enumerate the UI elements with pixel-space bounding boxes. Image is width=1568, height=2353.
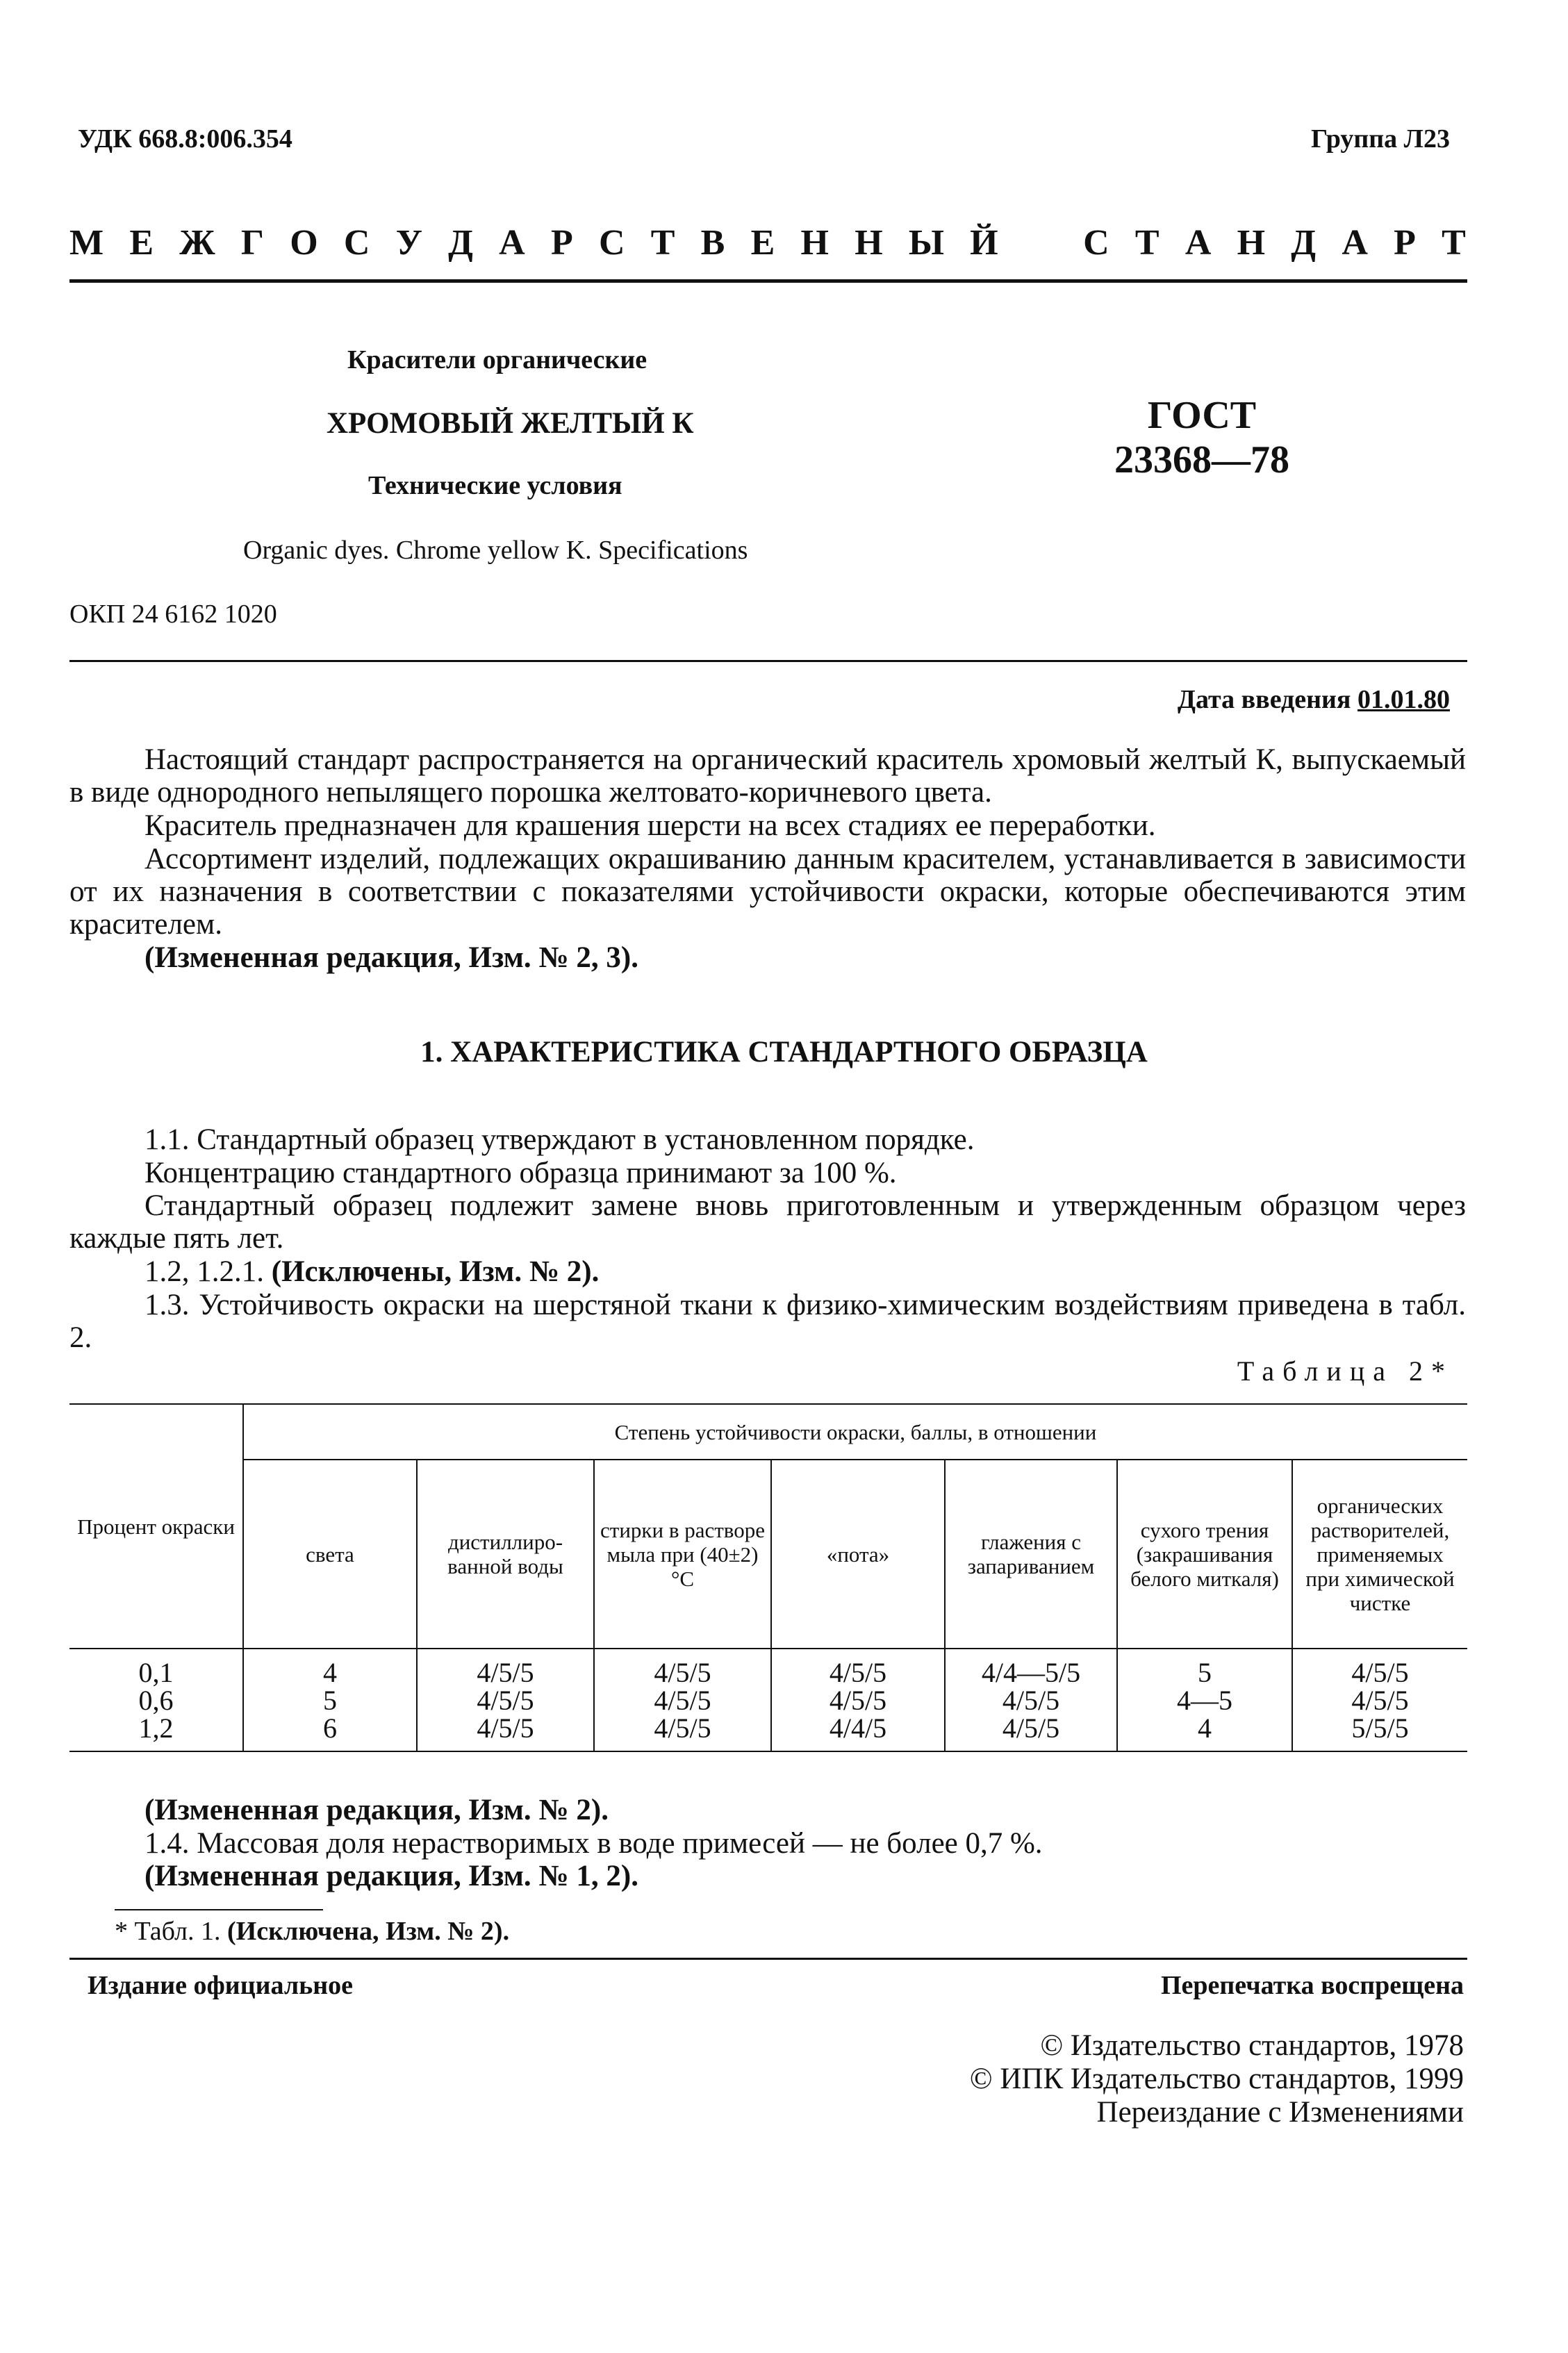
table-row	[69, 1715, 1467, 1751]
banner-letter: Т	[1442, 223, 1466, 263]
table-cell: 4/5/5	[1292, 1687, 1467, 1715]
table-cell: 4/5/5	[1292, 1649, 1467, 1687]
reissue-note: Переиздание с Изменениями	[1096, 2096, 1464, 2129]
column-header-organic-solvents: органических растворителей, применяемых при химической чистке	[1292, 1460, 1467, 1649]
intro-amendment: (Измененная редакция, Изм. № 2, 3).	[145, 941, 638, 974]
column-header-dry-rubbing: сухого трения (закрашивания белого миткаля)	[1117, 1460, 1292, 1649]
banner-letter: С	[343, 223, 370, 263]
intro-paragraph-1: Настоящий стандарт распространяется на органический краситель хромовый желтый К, выпускаемый в виде однородного непылящего порошка желтовато-коричневого цвета.	[69, 743, 1466, 809]
table-row	[69, 1687, 1467, 1715]
banner-letter: Ы	[908, 223, 944, 263]
table-cell: 4	[243, 1649, 417, 1687]
header-rule	[69, 279, 1467, 283]
banner-letter: Н	[1237, 223, 1266, 263]
banner-letter: В	[700, 223, 725, 263]
table-cell: 4/5/5	[945, 1715, 1117, 1751]
footnote-prefix: * Табл. 1.	[115, 1917, 221, 1946]
banner-letter: А	[1185, 223, 1212, 263]
word-gap	[1024, 222, 1057, 263]
clause-1-1-replacement: Стандартный образец подлежит замене вновь приготовленным и утвержденным образцом через каждые пять лет.	[69, 1189, 1466, 1255]
table-cell: 4—5	[1117, 1687, 1292, 1715]
footer-rule	[69, 1958, 1467, 1960]
introduction-date-label: Дата введения	[1177, 685, 1351, 714]
udk-code: УДК 668.8:006.354	[78, 124, 292, 154]
table-cell: 4/4/5	[771, 1715, 945, 1751]
standard-subtitle: Технические условия	[368, 471, 622, 500]
clause-1-2	[69, 1255, 1466, 1288]
table-cell: 5	[1117, 1649, 1292, 1687]
table-cell: 0,1	[138, 1657, 174, 1688]
standard-title: ХРОМОВЫЙ ЖЕЛТЫЙ К	[327, 407, 694, 440]
table-cell: 6	[243, 1715, 417, 1751]
banner-letter: Е	[750, 223, 775, 263]
banner-letter: Ж	[179, 223, 215, 263]
table-cell: 1,2	[69, 1715, 243, 1751]
clause-1-1: 1.1. Стандартный образец утверждают в установленном порядке.	[145, 1123, 975, 1156]
amendment-1-2: (Измененная редакция, Изм. № 1, 2).	[145, 1860, 638, 1892]
clause-1-2-number: 1.2, 1.2.1.	[145, 1255, 264, 1288]
table-cell: 4/5/5	[771, 1649, 945, 1687]
banner-letter: Н	[855, 223, 883, 263]
table-cell: 5/5/5	[1292, 1715, 1467, 1751]
table-cell: 4/4—5/5	[945, 1649, 1117, 1687]
table-cell: 4/5/5	[594, 1649, 771, 1687]
table-cell: 4/5/5	[417, 1687, 594, 1715]
clause-1-3: 1.3. Устойчивость окраски на шерстяной ткани к физико-химическим воздействиям приведена в табл. 2.	[69, 1289, 1466, 1354]
column-header-distilled-water: дистиллиро-ванной воды	[417, 1460, 594, 1649]
banner-letter: Р	[1394, 223, 1416, 263]
banner-letter: Д	[448, 223, 473, 263]
column-header-light: света	[243, 1460, 417, 1649]
copyright-1999: © ИПК Издательство стандартов, 1999	[969, 2063, 1464, 2095]
banner-letter: С	[1083, 223, 1109, 263]
banner-letter: Р	[550, 223, 573, 263]
interstate-standard-banner	[69, 222, 1466, 263]
gost-designation	[1114, 393, 1289, 482]
table-row	[69, 1649, 1467, 1687]
banner-letter: Т	[1134, 223, 1160, 263]
copyright-1978: © Издательство стандартов, 1978	[1040, 2029, 1464, 2062]
banner-letter: Т	[650, 223, 675, 263]
table-cell: 5	[243, 1687, 417, 1715]
column-group-header: Степень устойчивости окраски, баллы, в отношении	[243, 1404, 1467, 1460]
section-1-heading: 1. ХАРАКТЕРИСТИКА СТАНДАРТНОГО ОБРАЗЦА	[420, 1036, 1148, 1068]
banner-letter: А	[499, 223, 525, 263]
introduction-date	[1178, 684, 1450, 715]
gost-number: 23368—78	[1114, 438, 1289, 481]
group-code: Группа Л23	[1310, 124, 1450, 154]
banner-letter: О	[290, 223, 318, 263]
gost-label: ГОСТ	[1147, 394, 1257, 437]
banner-letter: Д	[1291, 223, 1317, 263]
clause-1-1-concentration: Концентрацию стандартного образца принимают за 100 %.	[145, 1157, 897, 1189]
banner-letter: С	[598, 223, 625, 263]
table-cell: 4/5/5	[417, 1649, 594, 1687]
banner-letter: Н	[800, 223, 829, 263]
banner-letter: Г	[240, 223, 264, 263]
okp-code: ОКП 24 6162 1020	[69, 600, 277, 629]
table-2-label: Таблица 2*	[1237, 1355, 1453, 1387]
banner-letter: У	[395, 223, 422, 263]
column-header-soap-washing: стирки в растворе мыла при (40±2) °С	[594, 1460, 771, 1649]
intro-paragraph-3: Ассортимент изделий, подлежащих окрашиванию данным красителем, устанавливается в зависимости от их назначения в соответствии с показателями устойчивости окраски, которые обеспечиваются этим красителем.	[69, 843, 1466, 941]
footnote-rule	[115, 1909, 323, 1910]
banner-letter: Е	[129, 223, 154, 263]
table-cell: 4/5/5	[594, 1687, 771, 1715]
table-cell: 4/5/5	[417, 1715, 594, 1751]
banner-letter: А	[1342, 223, 1368, 263]
clause-1-2-excluded: (Исключены, Изм. № 2).	[271, 1255, 600, 1288]
reprint-prohibited: Перепечатка воспрещена	[1160, 1971, 1464, 2000]
table-cell: 4/5/5	[945, 1687, 1117, 1715]
title-rule	[69, 660, 1467, 662]
introduction-date-value: 01.01.80	[1357, 685, 1450, 714]
footnote-text: (Исключена, Изм. № 2).	[226, 1917, 510, 1946]
column-header-steam-ironing: глажения с запариванием	[945, 1460, 1117, 1649]
footnote	[115, 1916, 509, 1947]
table-cell: 4	[1117, 1715, 1292, 1751]
column-header-perspiration: «пота»	[771, 1460, 945, 1649]
official-edition: Издание официальное	[88, 1971, 354, 2000]
amendment-2: (Измененная редакция, Изм. № 2).	[145, 1794, 609, 1826]
column-header-percent: Процент окраски	[69, 1404, 243, 1649]
table-cell: 4/5/5	[771, 1687, 945, 1715]
standard-category: Красители органические	[347, 345, 647, 374]
table-cell: 0,6	[138, 1685, 174, 1716]
fastness-table	[69, 1403, 1467, 1752]
english-title: Organic dyes. Chrome yellow K. Specifications	[243, 536, 748, 565]
banner-letter: Й	[970, 223, 998, 263]
clause-1-4: 1.4. Массовая доля нерастворимых в воде примесей — не более 0,7 %.	[145, 1827, 1043, 1860]
table-cell: 4/5/5	[594, 1715, 771, 1751]
intro-paragraph-2: Краситель предназначен для крашения шерсти на всех стадиях ее переработки.	[145, 809, 1156, 842]
banner-letter: М	[69, 223, 104, 263]
